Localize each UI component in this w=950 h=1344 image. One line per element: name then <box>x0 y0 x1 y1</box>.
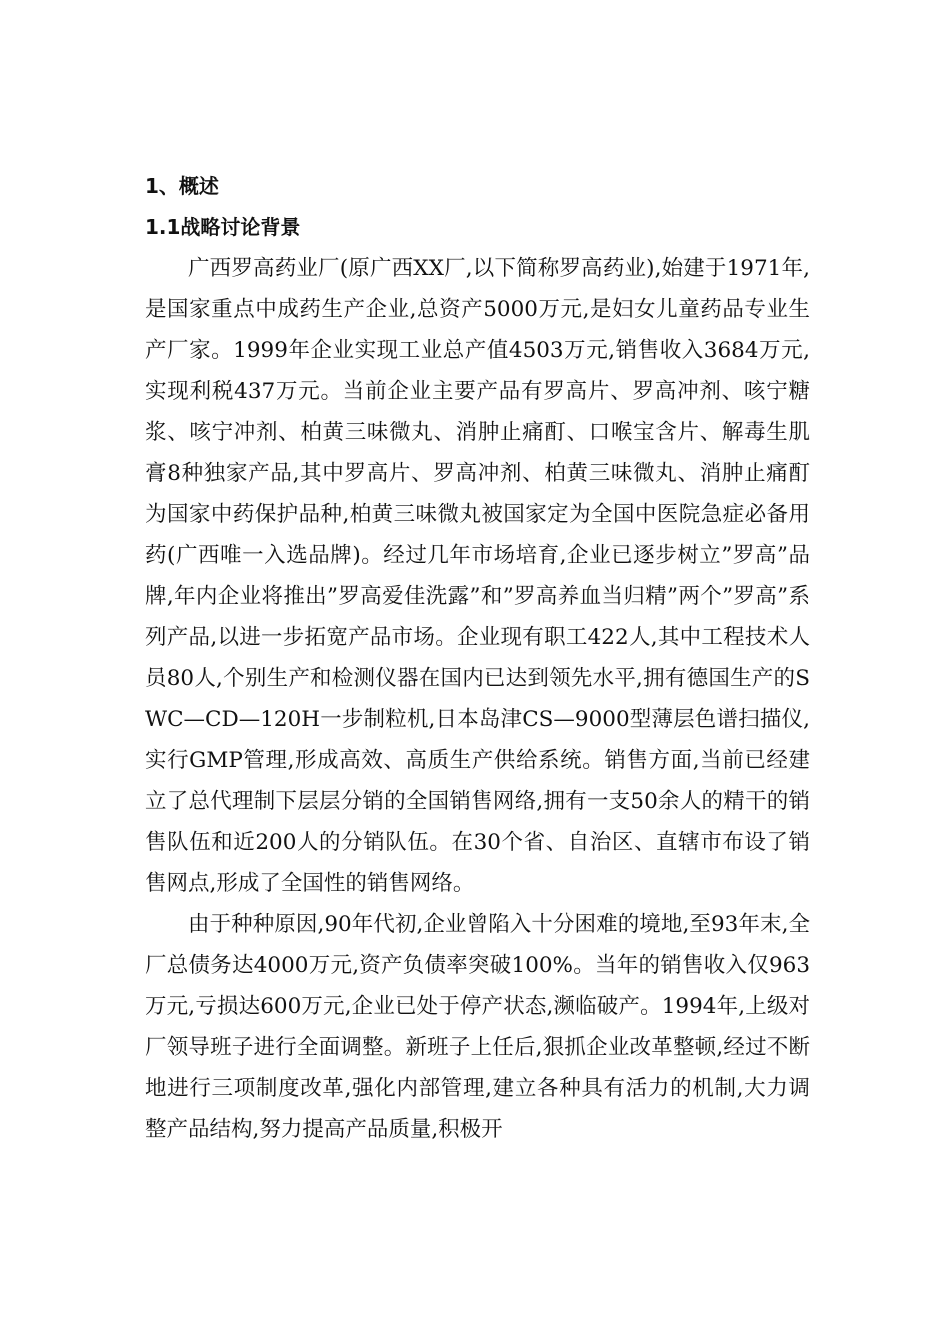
subsection-heading: 1.1战略讨论背景 <box>145 215 301 239</box>
section-heading: 1、概述 <box>145 174 219 198</box>
paragraph-history: 由于种种原因,90年代初,企业曾陷入十分困难的境地,至93年末,全厂总债务达4000万元,资产负债率突破100%。当年的销售收入仅963万元,亏损达600万元,企业已处于停产状态,濒临破产。1994年,上级对厂领导班子进行全面调整。新班子上任后,狠抓企业改革整顿,经过不断地进行三项制度改革,强化内部管理,建立各种具有活力的机制,大力调整产品结构,努力提高产品质量,积极开 <box>145 912 810 1142</box>
paragraph-background: 广西罗高药业厂(原广西XX厂,以下简称罗高药业),始建于1971年,是国家重点中成药生产企业,总资产5000万元,是妇女儿童药品专业生产厂家。1999年企业实现工业总产值4503万元,销售收入3684万元,实现利税437万元。当前企业主要产品有罗高片、罗高冲剂、咳宁糖浆、咳宁冲剂、柏黄三味微丸、消肿止痛酊、口喉宝含片、解毒生肌膏8种独家产品,其中罗高片、罗高冲剂、柏黄三味微丸、消肿止痛酊为国家中药保护品种,柏黄三味微丸被国家定为全国中医院急症必备用药(广西唯一入选品牌)。经过几年市场培育,企业已逐步树立”罗高”品牌,年内企业将推出”罗高爱佳洗露”和”罗高养血当归精”两个”罗高”系列产品,以进一步拓宽产品市场。企业现有职工422人,其中工程技术人员80人,个别生产和检测仪器在国内已达到领先水平,拥有德国生产的SWC—CD—120H一步制粒机,日本岛津CS—9000型薄层色谱扫描仪,实行GMP管理,形成高效、高质生产供给系统。销售方面,当前已经建立了总代理制下层层分销的全国销售网络,拥有一支50余人的精干的销售队伍和近200人的分销队伍。在30个省、自治区、直辖市布设了销售网点,形成了全国性的销售网络。 <box>145 256 810 896</box>
document-body <box>145 166 810 1150</box>
